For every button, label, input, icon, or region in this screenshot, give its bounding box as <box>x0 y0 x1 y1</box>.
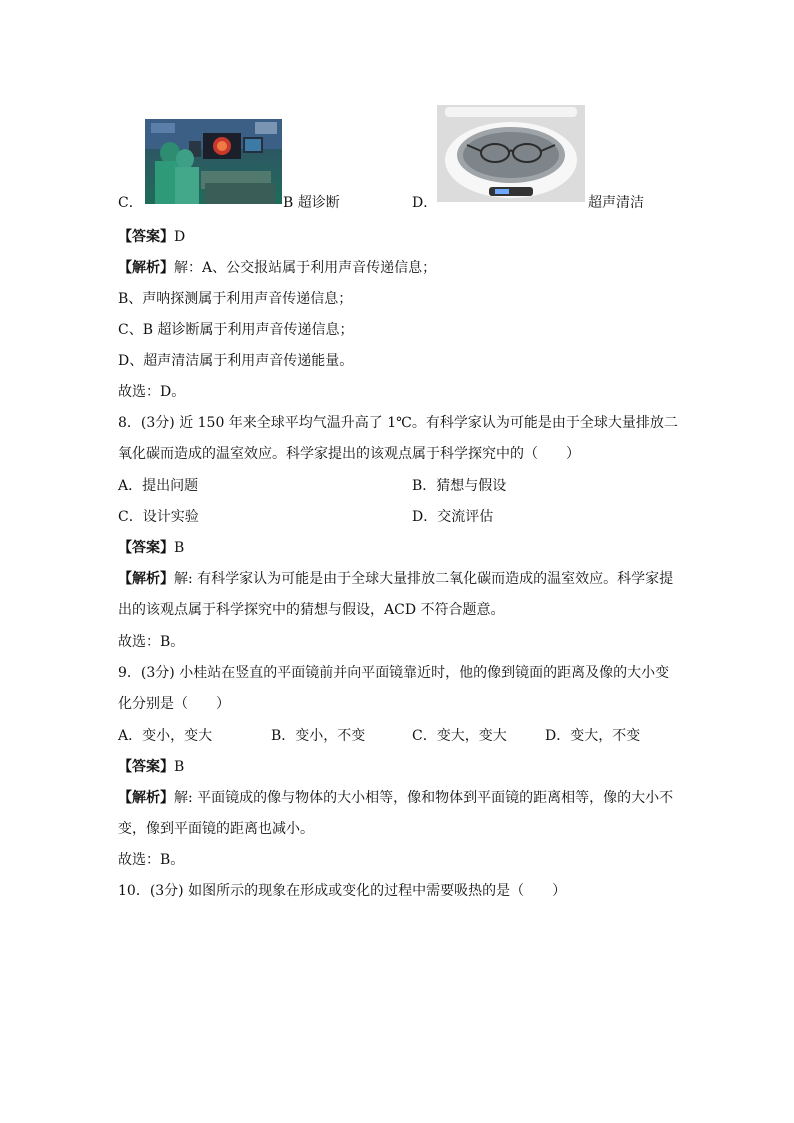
q8-option-a: A．提出问题 <box>118 478 199 494</box>
q9-stem-line-2: 化分别是（ ） <box>118 696 230 712</box>
option-d-letter: D． <box>412 195 438 211</box>
option-c-text: B 超诊断 <box>283 195 340 211</box>
q8-stem-line-2: 氧化碳而造成的温室效应。科学家提出的该观点属于科学探究中的（ ） <box>118 446 580 462</box>
option-d-text: 超声清洁 <box>588 195 644 211</box>
q9-choose: 故选：B。 <box>118 852 185 868</box>
ultrasound-surgery-photo <box>145 119 282 204</box>
q7-choose: 故选：D。 <box>118 384 186 400</box>
q7-analysis-line-4: D、超声清洁属于利用声音传递能量。 <box>118 353 354 369</box>
answer-label: 【答案】 <box>118 759 174 775</box>
answer-label: 【答案】 <box>118 229 174 245</box>
q8-answer <box>118 538 184 558</box>
option-c-letter: C． <box>118 195 143 211</box>
q8-stem-line-1: 8．(3分) 近 150 年来全球平均气温升高了 1℃。有科学家认为可能是由于全球大量排放二 <box>118 415 678 431</box>
q9-option-a: A．变小，变大 <box>118 728 213 744</box>
q9-analysis-line-1 <box>118 788 673 808</box>
q9-analysis-line-2: 变，像到平面镜的距离也减小。 <box>118 821 314 837</box>
analysis-text: 解：A、公交报站属于利用声音传递信息； <box>174 260 437 276</box>
analysis-text: 解: 平面镜成的像与物体的大小相等，像和物体到平面镜的距离相等，像的大小不 <box>174 790 674 806</box>
q8-option-c: C．设计实验 <box>118 509 199 525</box>
q8-option-b: B．猜想与假设 <box>412 478 507 494</box>
answer-value: B <box>174 759 185 775</box>
analysis-label: 【解析】 <box>118 571 174 587</box>
ultrasonic-cleaner-illustration <box>437 105 585 202</box>
q8-choose: 故选：B。 <box>118 634 185 650</box>
analysis-label: 【解析】 <box>118 260 174 276</box>
q8-analysis-line-1 <box>118 569 673 589</box>
q9-option-d: D．变大，不变 <box>545 728 641 744</box>
answer-label: 【答案】 <box>118 540 174 556</box>
ultrasound-surgery-illustration <box>145 119 282 204</box>
answer-value: B <box>174 540 185 556</box>
q7-analysis-line-1 <box>118 258 436 278</box>
ultrasonic-cleaner-photo <box>437 105 585 202</box>
analysis-text: 解: 有科学家认为可能是由于全球大量排放二氧化碳而造成的温室效应。科学家提 <box>174 571 674 587</box>
q7-analysis-line-2: B、声呐探测属于利用声音传递信息； <box>118 291 353 307</box>
q7-answer <box>118 227 185 247</box>
q8-analysis-line-2: 出的该观点属于科学探究中的猜想与假设，ACD 不符合题意。 <box>118 602 505 618</box>
q9-answer <box>118 757 184 777</box>
q7-analysis-line-3: C、B 超诊断属于利用声音传递信息； <box>118 322 354 338</box>
q9-stem-line-1: 9．(3分) 小桂站在竖直的平面镜前并向平面镜靠近时，他的像到镜面的距离及像的大小变 <box>118 665 670 681</box>
analysis-label: 【解析】 <box>118 790 174 806</box>
q9-option-c: C．变大，变大 <box>412 728 507 744</box>
q10-stem-line-1: 10．(3分) 如图所示的现象在形成或变化的过程中需要吸热的是（ ） <box>118 883 567 899</box>
q9-option-b: B．变小，不变 <box>271 728 366 744</box>
q8-option-d: D．交流评估 <box>412 509 494 525</box>
answer-value: D <box>174 229 186 245</box>
